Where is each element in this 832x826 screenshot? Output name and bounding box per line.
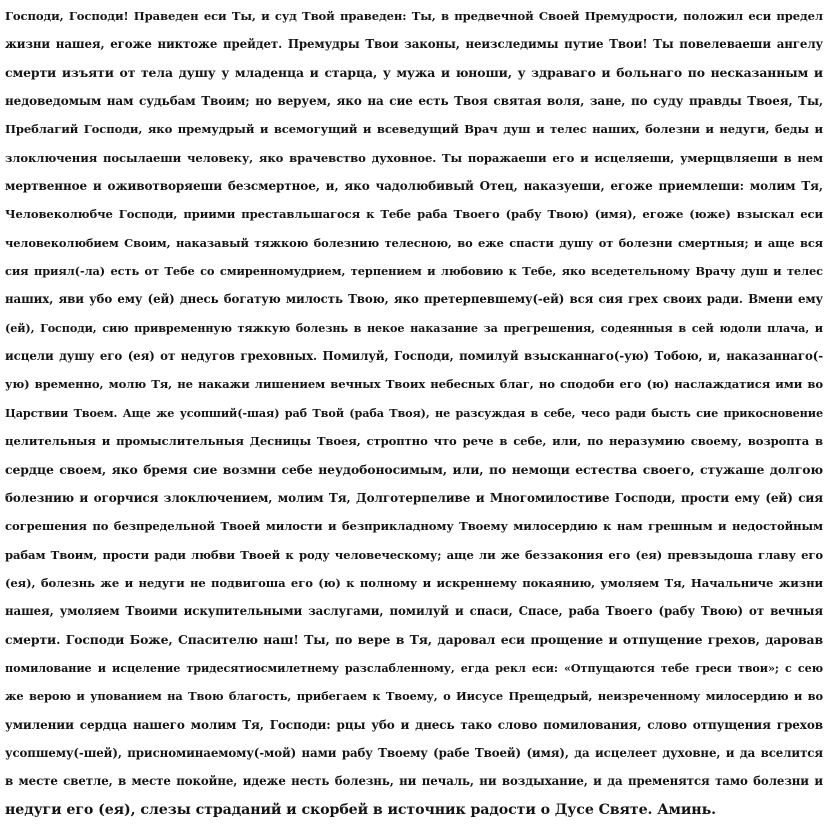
text-line: помилование и исцеление тридесятиосмилетнему разслабленному, егда рекл еси: «Отпущаются тебе греси твои»; с сею (5, 660, 823, 675)
text-line: в месте светле, в месте покойне, идеже несть болезнь, ни печаль, ни воздыхание, и да пременятся тамо болезни и (5, 774, 823, 789)
text-line: рабам Твоим, прости ради любви Твоей к роду человеческому; аще ли же беззакония его (ея) превзыдоша главу его (5, 547, 823, 562)
text-line: (ея), болезнь же и недуги не подвигоша его (ю) к полному и искреннему покаянию, умоляем Тя, Начальниче жизни (5, 575, 823, 590)
text-line: Господи, Господи! Праведен еси Ты, и суд Твой праведен: Ты, в предвечной Своей Премудрости, положил еси предел (5, 9, 823, 23)
text-line: согрешения по безпредельной Твоей милости и безприкладному Твоему милосердию к нам грешным и недостойным (5, 519, 823, 534)
text-line: усопшему(-шей), присноминаемому(-мой) нами рабу Твоему (рабе Твоей) (имя), да исцелеет духовне, и да вселится (5, 745, 823, 760)
text-line: болезнию и огорчися злоключением, молим Тя, Долготерпеливе и Многомилостиве Господи, прости ему (ей) сия (5, 490, 823, 505)
text-line: злоключения посылаеши человеку, яко врачевство духовное. Ты поражаеши его и исцеляеши, умерщвляеши в нем (5, 150, 823, 165)
text-line: Преблагий Господи, яко премудрый и всемогущий и всеведущий Врач душ и телес наших, болезни и недуги, беды и (5, 122, 823, 137)
text-line: ую) временно, молю Тя, не накажи лишением вечных Твоих небесных благ, но сподоби его (ю) наслаждатися ими во (5, 377, 823, 392)
text-line: Царствии Твоем. Аще же усопший(-шая) раб Твой (раба Твоя), не разсуждая в себе, чесо ради бысть сие прикосновение (5, 405, 823, 420)
text-line: смерти. Господи Боже, Спасителю наш! Ты, по вере в Тя, даровал еси прощение и отпущение грехов, даровав (5, 631, 823, 647)
text-line: сия приял(-ла) есть от Тебе со смиренномудрием, терпением и любовию к Тебе, яко вседетельному Врачу душ и телес (5, 264, 823, 279)
text-line: нашея, умоляем Твоими искупительными заслугами, помилуй и спаси, Спасе, раба Твоего (рабу Твою) от вечныя (5, 604, 823, 619)
text-line: сердце своем, яко бремя сие возмни себе неудобоносимым, или, по немощи естества своего, стужаше долгою (5, 461, 823, 477)
text-line: (ей), Господи, сию привременную тяжкую болезнь в некое наказание за прегрешения, содеянныя в сей юдоли плача, и (5, 320, 823, 335)
text-line: наших, яви убо ему (ей) днесь богатую милость Твою, яко претерпевшему(-ей) вся сия грех своих ради. Вмени ему (5, 292, 823, 307)
text-line: смерти изъяти от тела душу у младенца и старца, у мужа и юноши, у здраваго и больнаго по несказанным и (5, 64, 823, 80)
text-line: же верою и упованием на Твою благость, прибегаем к Твоему, о Иисусе Прещедрый, неизреченному милосердию и во (5, 689, 823, 704)
text-line: недуги его (ея), слезы страданий и скорбей в источник радости о Дусе Святе. Аминь. (5, 801, 716, 818)
text-line: недоведомым нам судьбам Твоим; но веруем, яко на сие есть Твоя святая воля, зане, по суду правды Твоея, Ты, (5, 94, 823, 109)
text-line: жизни нашея, егоже никтоже прейдет. Премудры Твои законы, неизследимы путие Твои! Ты повелеваеши ангелу (5, 37, 823, 52)
text-line: человеколюбием Своим, наказавый тяжкою болезнию телесною, во еже спасти душу от болезни смертныя; и аще вся (5, 235, 823, 250)
text-line: мертвенное и оживотворяеши безсмертное, и, яко чадолюбивый Отец, наказуеши, егоже приемлеши: молим Тя, (5, 179, 823, 194)
text-line: исцели душу его (ея) от недугов греховных. Помилуй, Господи, помилуй взысканнаго(-ую) Тобою, и, наказаннаго(- (5, 349, 823, 364)
text-line: умилении сердца нашего молим Тя, Господи: рцы убо и днесь тако слово помилования, слово отпущения грехов (5, 717, 823, 732)
text-line: целительныя и промыслительныя Десницы Твоея, строптно что рече в себе, или, по неразумию своему, возропта в (5, 434, 823, 449)
text-line: Человеколюбче Господи, приими преставльшагося к Тебе раба Твоего (рабу Твою) (имя), егоже (юже) взыскал еси (5, 207, 823, 222)
prayer-text (5, 2, 823, 824)
